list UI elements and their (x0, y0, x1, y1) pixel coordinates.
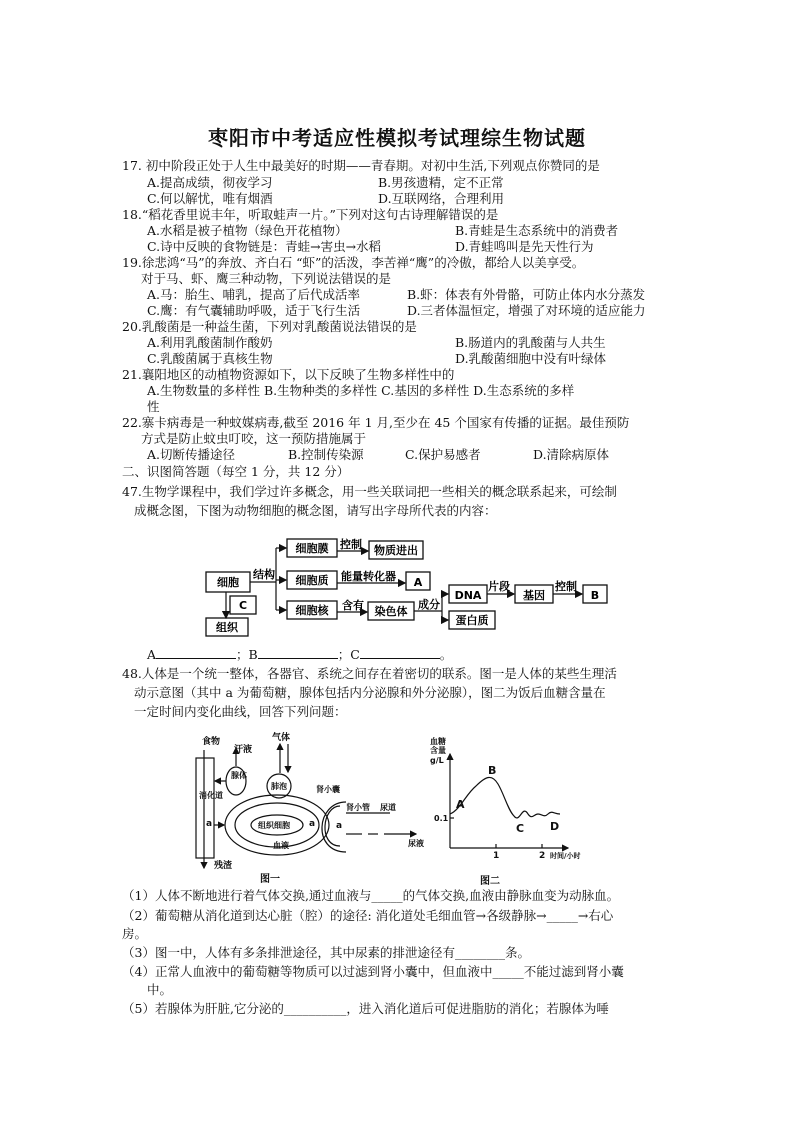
q48-stem-line1: 48.人体是一个统一整体，各器官、系统之间存在着密切的联系。图一是人体的某些生理活 (122, 666, 617, 681)
x-tick-2: 2 (539, 851, 546, 861)
y-tick-label: 0.1 (434, 814, 449, 823)
digest-label: 消化道 (199, 791, 223, 800)
transport-label: 物质进出 (374, 544, 418, 557)
answer-b-label: ；B (236, 647, 258, 662)
q19-option-d: D.三者体温恒定，增强了对环境的适应能力 (407, 303, 646, 318)
tissue-cell-label: 组织细胞 (258, 821, 290, 830)
q20-option-b: B.肠道内的乳酸菌与人共生 (455, 335, 606, 350)
sub-question-4: （4）正常人血液中的葡萄糖等物质可以过滤到肾小囊中，但血液中_____不能过滤到肾小囊 (122, 964, 624, 979)
feces-label: 残渣 (214, 861, 233, 871)
q19-option-a: A.马：胎生、哺乳，提高了后代成活率 (147, 287, 361, 302)
control2-label: 控制 (555, 580, 577, 593)
q20-stem: 20.乳酸菌是一种益生菌，下列对乳酸菌说法错误的是 (122, 319, 417, 334)
answer-c-blank[interactable] (360, 646, 440, 659)
q19-stem-line2: 对于马、虾、鹰三种动物，下列说法错误的是 (141, 271, 392, 286)
a-left-label: a (206, 819, 213, 829)
figure-two-caption: 图二 (480, 876, 500, 887)
chromosome-label: 染色体 (374, 605, 408, 618)
q18-stem: 18.“稻花香里说丰年，听取蛙声一片。”下列对这句古诗理解错误的是 (122, 207, 499, 222)
urethra-label: 尿道 (380, 803, 396, 812)
answer-end: 。 (439, 647, 453, 662)
q47-stem-line2: 成概念图，下图为动物细胞的概念图，请写出字母所代表的内容： (134, 503, 497, 518)
component-label: 成分 (418, 598, 440, 611)
answer-c-label: ；C (337, 647, 360, 662)
figure-two (420, 730, 610, 890)
q48-stem-line3: 一定时间内变化曲线，回答下列问题： (134, 704, 347, 719)
a-mid-label: a (309, 819, 316, 829)
gene-label: 基因 (523, 589, 545, 602)
point-a-label: A (456, 798, 465, 811)
q19-option-b: B.虾：体表有外骨骼，可防止体内水分蒸发 (407, 287, 646, 302)
q17-stem: 17. 初中阶段正处于人生中最美好的时期——青春期。对初中生活,下列观点你赞同的是 (122, 158, 600, 173)
dna-label: DNA (454, 589, 482, 602)
sub-question-2: （2）葡萄糖从消化道到达心脏（腔）的途径: 消化道处毛细血管→各级静脉→_____→右心 (122, 908, 614, 923)
q18-option-b: B.青蛙是生态系统中的消费者 (455, 223, 619, 238)
x-tick-1: 1 (493, 851, 500, 861)
q47-answer-line (147, 646, 452, 663)
lung-label: 肺泡 (271, 782, 287, 791)
sub-question-5: （5）若腺体为肝脏,它分泌的__________，进入消化道后可促进脂肪的消化；若腺体为唾 (122, 1001, 609, 1016)
b-label: B (590, 589, 600, 602)
q22-option-b: B.控制传染源 (288, 447, 364, 462)
concept-map (196, 530, 616, 645)
urine-label: 尿液 (408, 839, 424, 848)
section-heading: 二、识图简答题（每空 1 分，共 12 分） (122, 464, 350, 479)
q20-option-d: D.乳酸菌细胞中没有叶绿体 (455, 351, 607, 366)
c-label: C (238, 599, 248, 612)
answer-a-label: A (147, 647, 157, 662)
q22-stem-line1: 22.寨卡病毒是一种蚊媒病毒,截至 2016 年 1 月,至少在 45 个国家有传播的证据。最佳预防 (122, 415, 630, 430)
segment-label: 片段 (488, 580, 510, 593)
answer-b-blank[interactable] (258, 646, 338, 659)
food-label: 食物 (202, 737, 221, 747)
tissue-label: 组织 (216, 621, 238, 634)
ylabel-line2: 含量 (430, 746, 446, 755)
sub-question-3: （3）图一中，人体有多条排泄途径，其中尿素的排泄途径有________条。 (122, 945, 530, 960)
bowman-label: 肾小囊 (316, 785, 340, 794)
tubule-label: 肾小管 (346, 803, 370, 812)
q22-option-d: D.清除病原体 (533, 447, 610, 462)
q22-option-c: C.保护易感者 (405, 447, 481, 462)
answer-a-blank[interactable] (156, 646, 236, 659)
q17-option-c: C.何以解忧，唯有烟酒 (147, 191, 273, 206)
q22-stem-line2: 方式是防止蚊虫叮咬，这一预防措施属于 (141, 431, 367, 446)
sub-question-2-continued: 房。 (122, 926, 148, 941)
structure-label: 结构 (253, 568, 275, 581)
protein-label: 蛋白质 (455, 614, 489, 627)
q17-option-b: B.男孩遗精，定不正常 (378, 175, 504, 190)
q21-option-d-continued: 性 (147, 399, 160, 414)
q19-option-c: C.鹰：有气囊辅助呼吸，适于飞行生活 (147, 303, 361, 318)
nucleus-label: 细胞核 (295, 604, 329, 617)
contains-label: 含有 (342, 599, 364, 612)
glucose-curve (450, 777, 560, 818)
q17-option-a: A.提高成绩，彻夜学习 (147, 175, 273, 190)
q18-option-a: A.水稻是被子植物（绿色开花植物） (147, 223, 348, 238)
cell-label: 细胞 (217, 576, 239, 589)
q19-stem-line1: 19.徐悲鸿“马”的奔放、齐白石 “虾”的活泼，李苦禅“鹰”的冷傲，都给人以美享受。 (122, 255, 585, 270)
q18-option-d: D.青蛙鸣叫是先天性行为 (455, 239, 594, 254)
energy-label: 能量转化器 (341, 570, 396, 583)
q48-stem-line2: 动示意图（其中 a 为葡萄糖，腺体包括内分泌腺和外分泌腺），图二为饭后血糖含量在 (134, 685, 606, 700)
gland-label: 腺体 (231, 771, 247, 780)
figure-one-caption: 图一 (260, 874, 280, 885)
q18-option-c: C.诗中反映的食物链是：青蛙→害虫→水稻 (147, 239, 382, 254)
q21-options: A.生物数量的多样性 B.生物种类的多样性 C.基因的多样性 D.生态系统的多样 (147, 383, 575, 398)
page-title: 枣阳市中考适应性模拟考试理综生物试题 (208, 126, 586, 150)
a-right-label: a (336, 821, 343, 831)
point-c-label: C (516, 822, 525, 835)
q17-option-d: D.互联网络，合理利用 (378, 191, 505, 206)
cytoplasm-label: 细胞质 (295, 574, 329, 587)
sub-question-4-continued: 中。 (147, 982, 173, 997)
x-axis-label: 时间/小时 (550, 852, 581, 860)
q47-stem-line1: 47.生物学课程中，我们学过许多概念，用一些关联词把一些相关的概念联系起来，可绘制 (122, 484, 617, 499)
gas-label: 气体 (272, 733, 291, 743)
control1-label: 控制 (340, 538, 362, 551)
figure-one (190, 728, 430, 888)
ylabel-line3: g/L (430, 756, 444, 765)
membrane-label: 细胞膜 (295, 542, 329, 555)
q22-option-a: A.切断传播途径 (147, 447, 236, 462)
point-b-label: B (488, 764, 497, 777)
sub-question-1: （1）人体不断地进行着气体交换,通过血液与_____的气体交换,血液由静脉血变为动脉血。 (122, 888, 620, 903)
a-label: A (413, 576, 423, 589)
q21-stem: 21.襄阳地区的动植物资源如下，以下反映了生物多样性中的 (122, 367, 455, 382)
ylabel-line1: 血糖 (430, 737, 446, 746)
sweat-label: 汗液 (234, 745, 253, 755)
blood-label: 血液 (273, 841, 289, 850)
point-d-label: D (550, 820, 560, 833)
q20-option-a: A.利用乳酸菌制作酸奶 (147, 335, 273, 350)
q20-option-c: C.乳酸菌属于真核生物 (147, 351, 273, 366)
